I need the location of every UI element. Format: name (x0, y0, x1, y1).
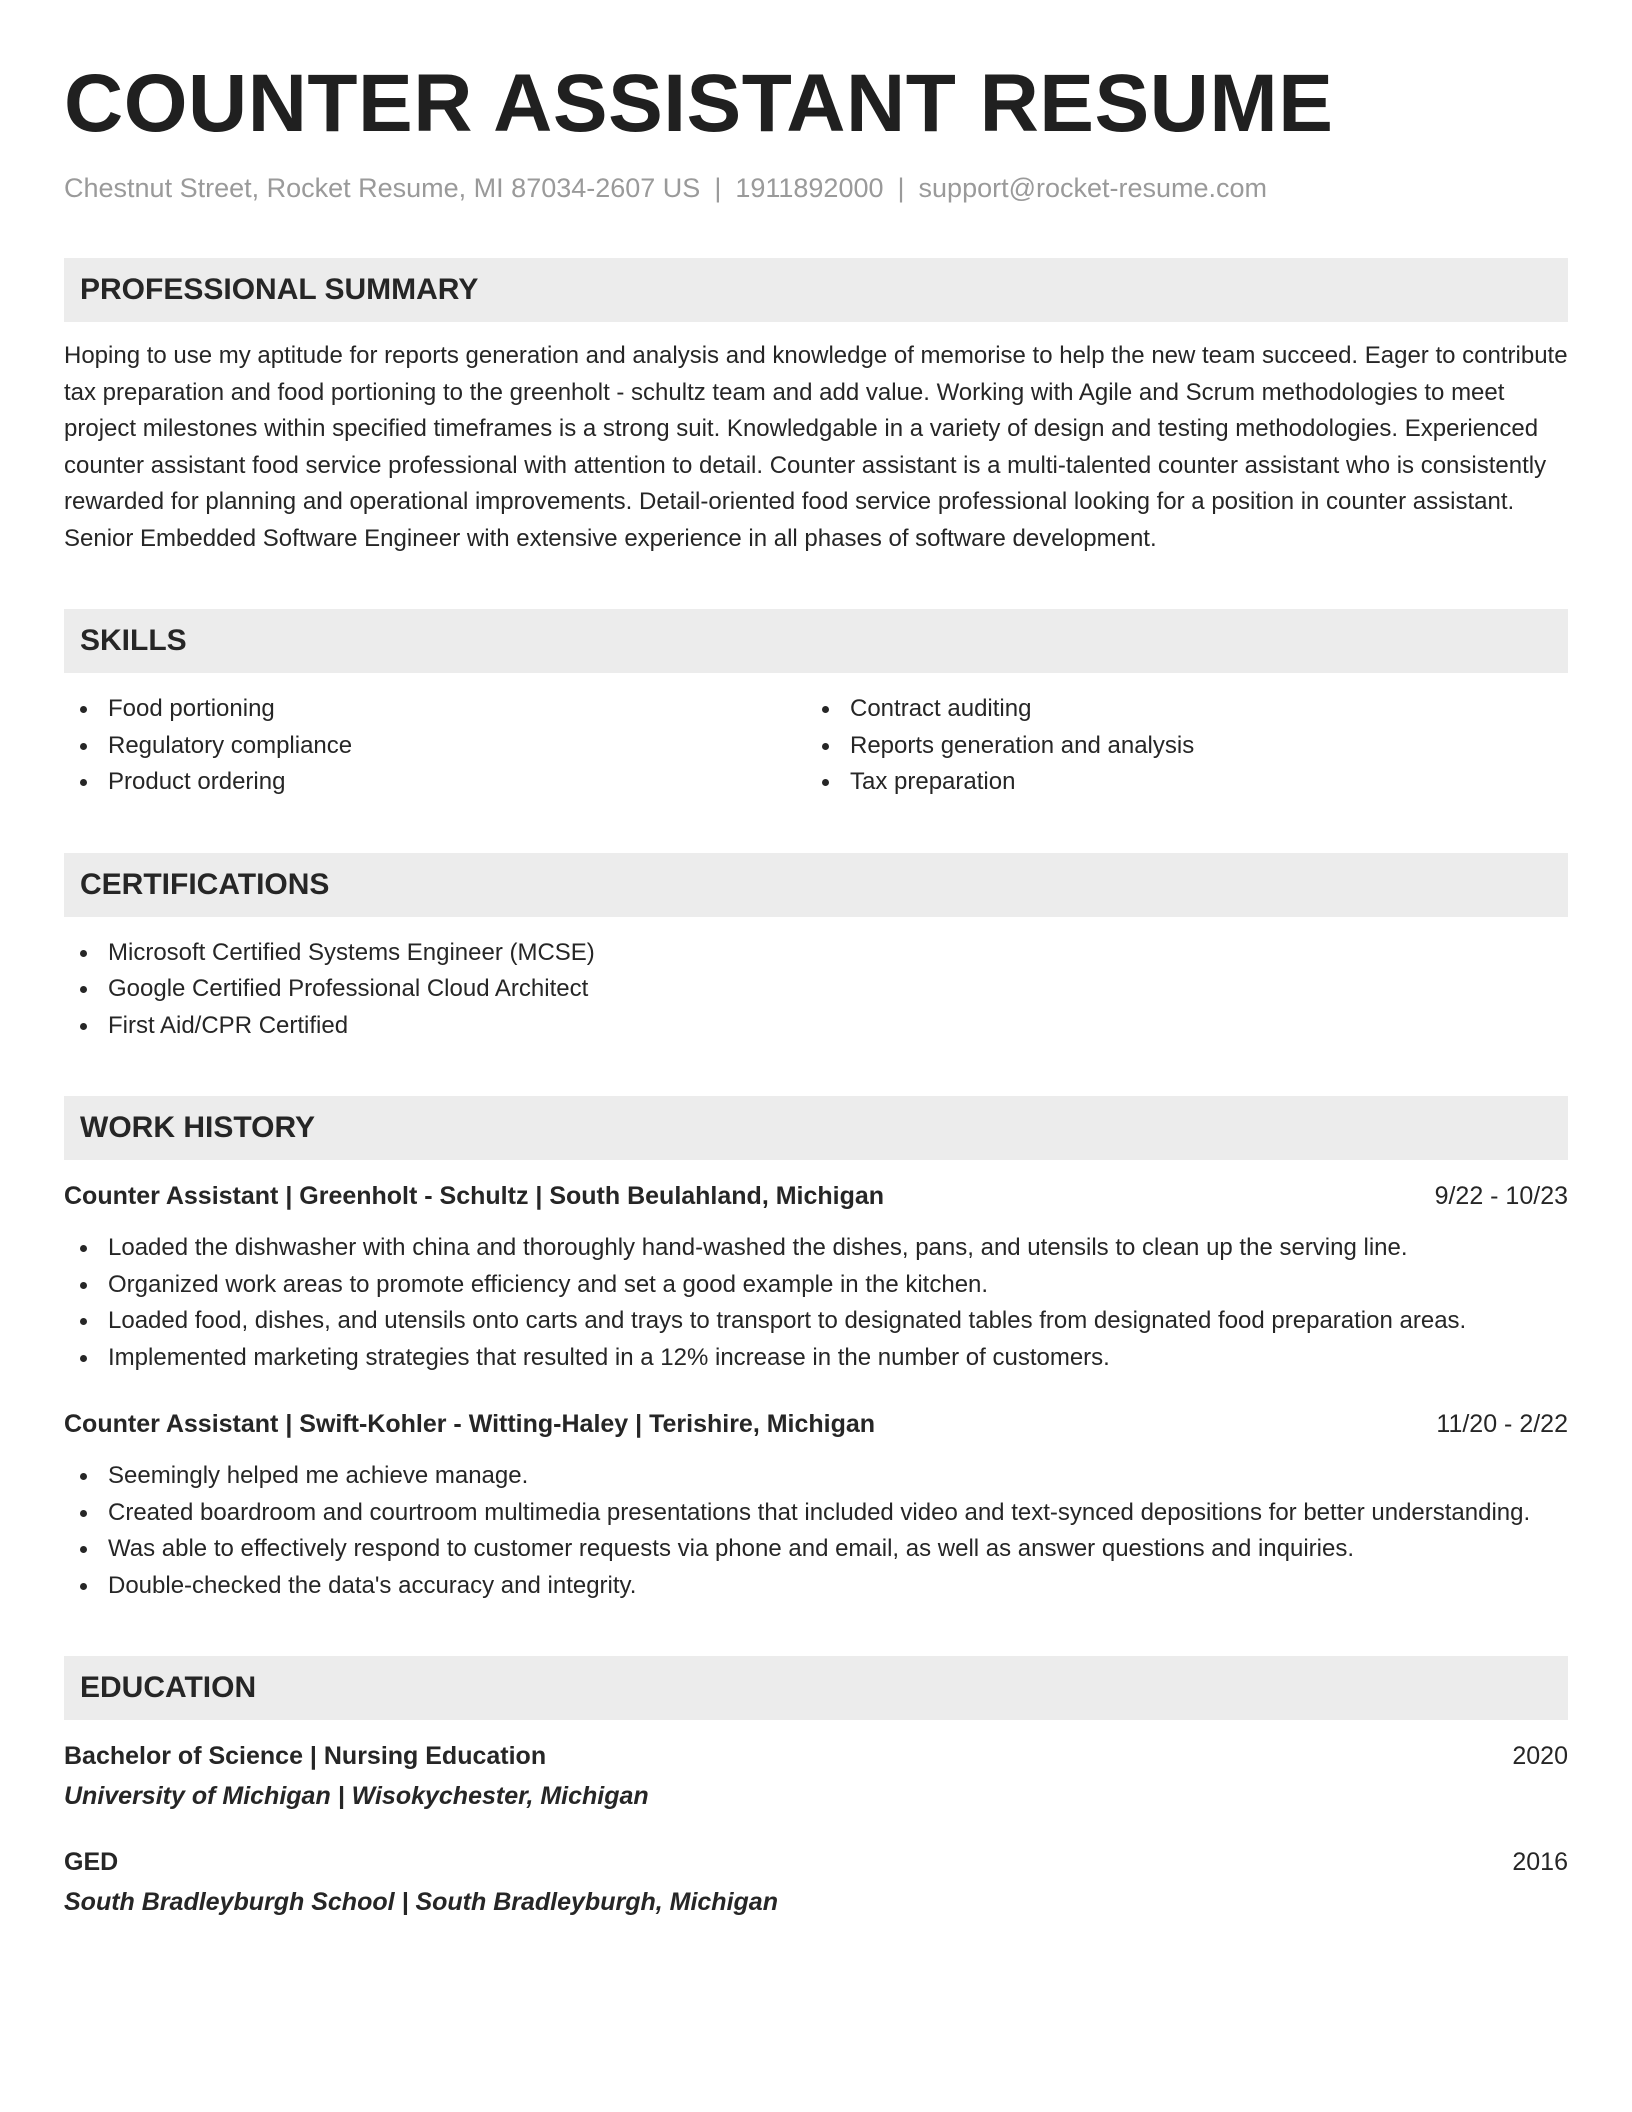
job-title: Counter Assistant | Swift-Kohler - Witting-Haley | Terishire, Michigan (64, 1410, 876, 1438)
resume-title: COUNTER ASSISTANT RESUME (64, 58, 1334, 149)
skills-heading: SKILLS (80, 624, 187, 657)
job-bullet: Created boardroom and courtroom multimedia presentations that included video and text-synced depositions for better understanding. (64, 1495, 1568, 1532)
education-heading: EDUCATION (80, 1671, 257, 1704)
contact-separator: | (714, 173, 722, 203)
summary-heading: PROFESSIONAL SUMMARY (80, 273, 479, 306)
education-entry (64, 1738, 1568, 1814)
contact-line (64, 170, 1568, 206)
education-school: South Bradleyburgh School | South Bradleyburgh, Michigan (64, 1888, 778, 1916)
certification-item: First Aid/CPR Certified (64, 1008, 1568, 1045)
contact-email: support@rocket-resume.com (918, 173, 1268, 203)
education-header (64, 1738, 1568, 1774)
skills-column-right (806, 691, 1548, 801)
job-bullet: Seemingly helped me achieve manage. (64, 1458, 1568, 1495)
summary-text: Hoping to use my aptitude for reports generation and analysis and knowledge of memorise to help the new team succeed. Eager to contribute tax preparation and food portioning to the greenholt - schultz team and add value. Working with Agile and Scrum methodologies to meet project milestones within specified timeframes is a strong suit. Knowledgable in a variety of design and testing methodologies. Experienced counter assistant food service professional with attention to detail. Counter assistant is a multi-talented counter assistant who is consistently rewarded for planning and operational improvements. Detail-oriented food service professional looking for a position in counter assistant. Senior Embedded Software Engineer with extensive experience in all phases of software development. (64, 342, 1568, 552)
job-bullet: Implemented marketing strategies that resulted in a 12% increase in the number of customers. (64, 1340, 1568, 1377)
certifications-list (64, 935, 1568, 1045)
contact-phone: 1911892000 (735, 173, 884, 203)
job-date: 9/22 - 10/23 (1434, 1182, 1568, 1210)
education-section-header (64, 1656, 1568, 1720)
job-bullet: Double-checked the data's accuracy and integrity. (64, 1568, 1568, 1605)
job-title: Counter Assistant | Greenholt - Schultz | South Beulahland, Michigan (64, 1182, 885, 1210)
summary-section-header (64, 258, 1568, 322)
skill-item: Tax preparation (806, 764, 1548, 801)
skill-item: Reports generation and analysis (806, 728, 1548, 765)
job-bullets (64, 1458, 1568, 1604)
job-header (64, 1406, 1568, 1442)
resume-page (64, 56, 1568, 1920)
certifications-heading: CERTIFICATIONS (80, 867, 330, 901)
job-bullets (64, 1230, 1568, 1376)
skills-column-left (64, 691, 806, 801)
education-entry (64, 1844, 1568, 1920)
education-degree: Bachelor of Science | Nursing Education (64, 1742, 547, 1770)
job-bullet: Organized work areas to promote efficiency and set a good example in the kitchen. (64, 1267, 1568, 1304)
contact-address: Chestnut Street, Rocket Resume, MI 87034-2607 US (64, 173, 701, 203)
job-bullet: Loaded food, dishes, and utensils onto carts and trays to transport to designated tables from designated food preparation areas. (64, 1303, 1568, 1340)
certification-item: Microsoft Certified Systems Engineer (MCSE) (64, 935, 1568, 972)
skill-item: Product ordering (64, 764, 806, 801)
job-date: 11/20 - 2/22 (1436, 1410, 1568, 1438)
job-entry (64, 1178, 1568, 1376)
job-entry (64, 1406, 1568, 1604)
education-header (64, 1844, 1568, 1880)
education-degree: GED (64, 1848, 119, 1876)
work-history-heading: WORK HISTORY (80, 1111, 316, 1144)
job-bullet: Was able to effectively respond to customer requests via phone and email, as well as answer questions and inquiries. (64, 1531, 1568, 1568)
skill-item: Regulatory compliance (64, 728, 806, 765)
skills-list (64, 691, 1568, 801)
skill-item: Contract auditing (806, 691, 1548, 728)
certification-item: Google Certified Professional Cloud Architect (64, 971, 1568, 1008)
job-header (64, 1178, 1568, 1214)
education-year: 2020 (1512, 1742, 1568, 1770)
skills-section-header (64, 609, 1568, 673)
certifications-section-header (64, 853, 1568, 917)
work-history-section-header (64, 1096, 1568, 1160)
job-bullet: Loaded the dishwasher with china and thoroughly hand-washed the dishes, pans, and utensils to clean up the serving line. (64, 1230, 1568, 1267)
education-school: University of Michigan | Wisokychester, Michigan (64, 1782, 649, 1810)
skill-item: Food portioning (64, 691, 806, 728)
education-year: 2016 (1512, 1848, 1568, 1876)
contact-separator: | (897, 173, 905, 203)
